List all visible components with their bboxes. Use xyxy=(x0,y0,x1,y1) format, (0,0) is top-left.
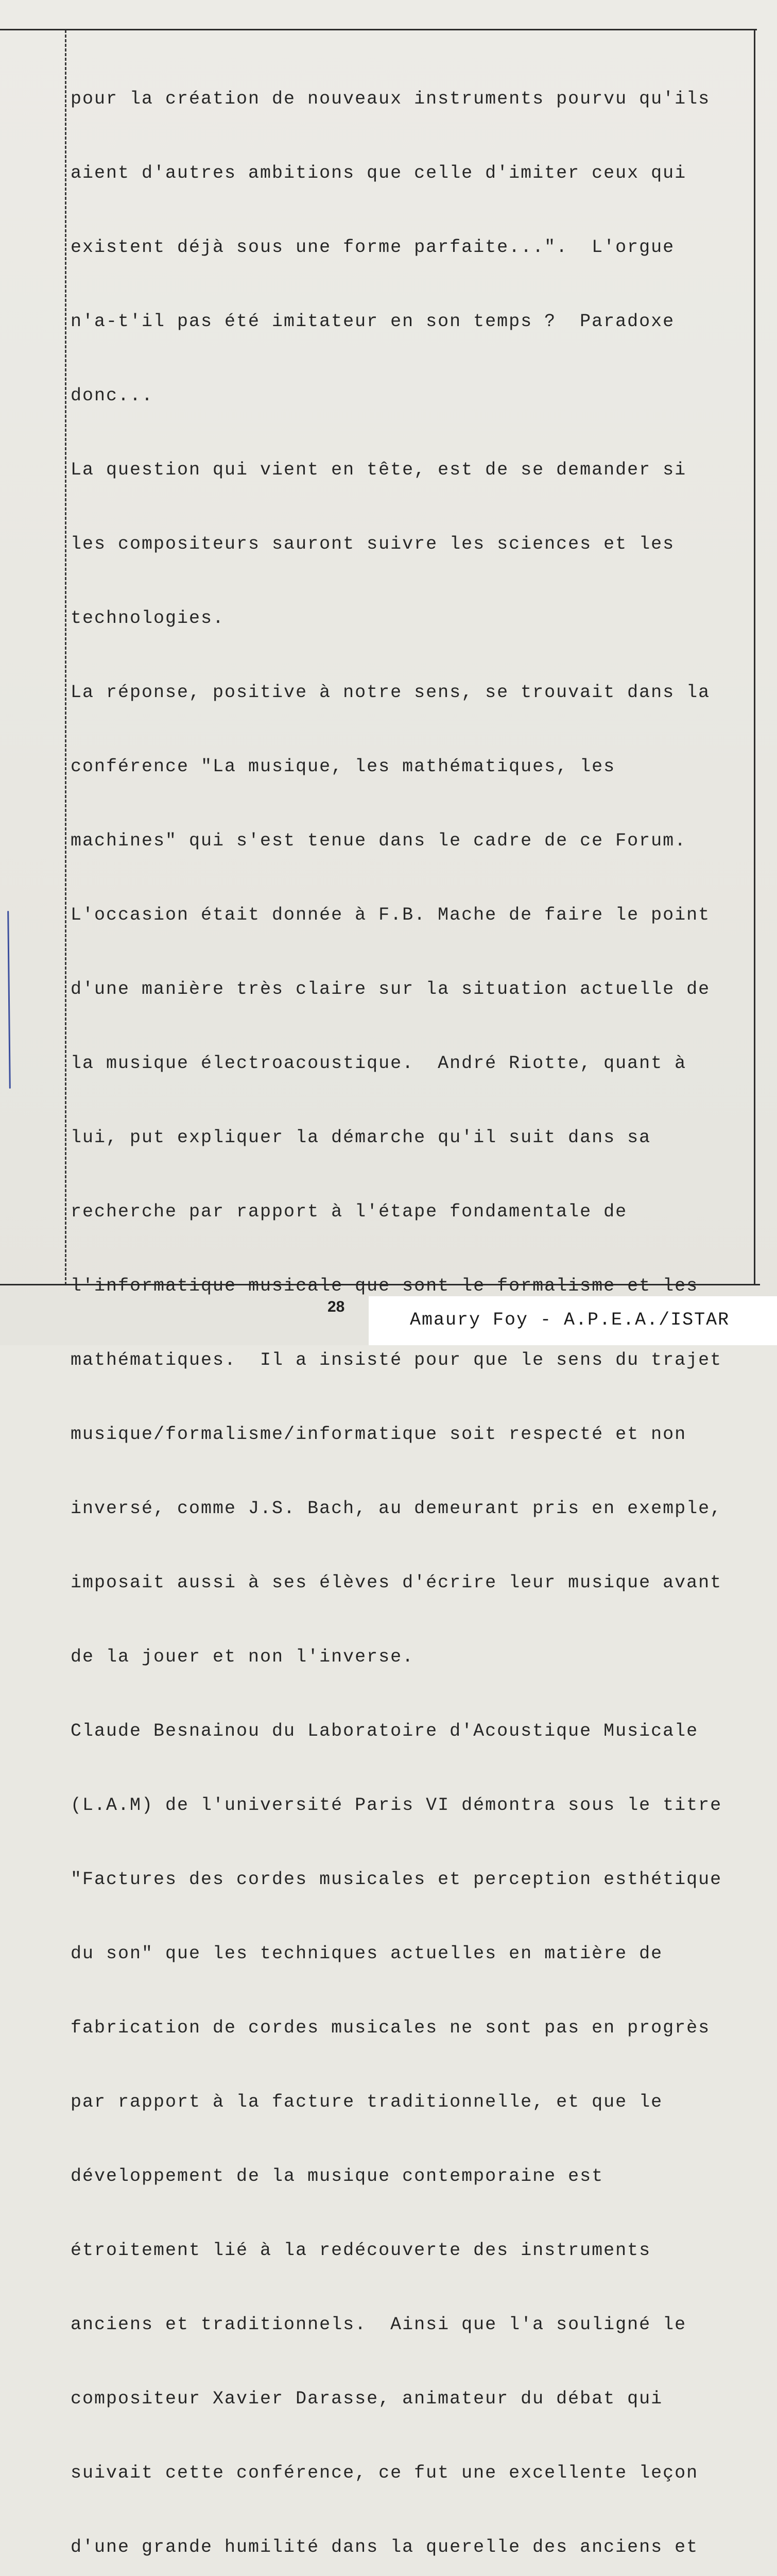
frame-left-dashed-rule xyxy=(65,30,66,1285)
text-line: anciens et traditionnels. Ainsi que l'a souligné le xyxy=(71,2314,687,2335)
text-line: suivait cette conférence, ce fut une excellente leçon xyxy=(71,2463,699,2483)
text-line: "Factures des cordes musicales et perception esthétique xyxy=(71,1869,722,1890)
credit-box xyxy=(369,1296,777,1345)
text-line: recherche par rapport à l'étape fondamentale de xyxy=(71,1201,628,1222)
text-line: aient d'autres ambitions que celle d'imiter ceux qui xyxy=(71,163,687,183)
text-line: inversé, comme J.S. Bach, au demeurant pris en exemple, xyxy=(71,1498,722,1519)
text-line: pour la création de nouveaux instruments pourvu qu'ils xyxy=(71,89,711,109)
frame-right-rule xyxy=(754,30,755,1285)
text-line: La réponse, positive à notre sens, se trouvait dans la xyxy=(71,682,711,703)
text-line: de la jouer et non l'inverse. xyxy=(71,1647,415,1667)
text-line: par rapport à la facture traditionnelle, et que le xyxy=(71,2092,663,2112)
text-line: L'occasion était donnée à F.B. Mache de faire le point xyxy=(71,905,711,925)
frame-top-rule xyxy=(0,29,757,30)
text-line: (L.A.M) de l'université Paris VI démontra sous le titre xyxy=(71,1795,722,1816)
text-line: d'une grande humilité dans la querelle des anciens et xyxy=(71,2537,699,2557)
text-line: musique/formalisme/informatique soit respecté et non xyxy=(71,1424,687,1445)
text-line: technologies. xyxy=(71,608,225,629)
text-line: n'a-t'il pas été imitateur en son temps ? Paradoxe xyxy=(71,311,675,332)
text-line: compositeur Xavier Darasse, animateur du débat qui xyxy=(71,2388,663,2409)
text-line: existent déjà sous une forme parfaite...". L'orgue xyxy=(71,237,675,258)
text-line: La question qui vient en tête, est de se demander si xyxy=(71,460,687,480)
text-line: d'une manière très claire sur la situation actuelle de xyxy=(71,979,711,999)
text-line: conférence "La musique, les mathématiques, les xyxy=(71,756,616,777)
text-line: étroitement lié à la redécouverte des instruments xyxy=(71,2240,651,2261)
author-credit: Amaury Foy - A.P.E.A./ISTAR xyxy=(410,1310,730,1330)
text-line: fabrication de cordes musicales ne sont pas en progrès xyxy=(71,2018,711,2038)
text-line: les compositeurs sauront suivre les sciences et les xyxy=(71,534,675,554)
text-line: développement de la musique contemporaine est xyxy=(71,2166,604,2187)
text-line: Claude Besnainou du Laboratoire d'Acoustique Musicale xyxy=(71,1721,699,1741)
text-line: imposait aussi à ses élèves d'écrire leur musique avant xyxy=(71,1572,722,1593)
text-line: l'informatique musicale que sont le formalisme et les xyxy=(71,1276,699,1296)
text-line: lui, put expliquer la démarche qu'il suit dans sa xyxy=(71,1127,651,1148)
text-line: machines" qui s'est tenue dans le cadre de ce Forum. xyxy=(71,831,687,851)
text-line: mathématiques. Il a insisté pour que le sens du trajet xyxy=(71,1350,722,1370)
text-line: donc... xyxy=(71,385,154,406)
page-number: 28 xyxy=(327,1298,345,1315)
margin-pen-mark xyxy=(7,911,11,1089)
text-line: la musique électroacoustique. André Riotte, quant à xyxy=(71,1053,687,1074)
text-line: du son" que les techniques actuelles en matière de xyxy=(71,1943,663,1964)
